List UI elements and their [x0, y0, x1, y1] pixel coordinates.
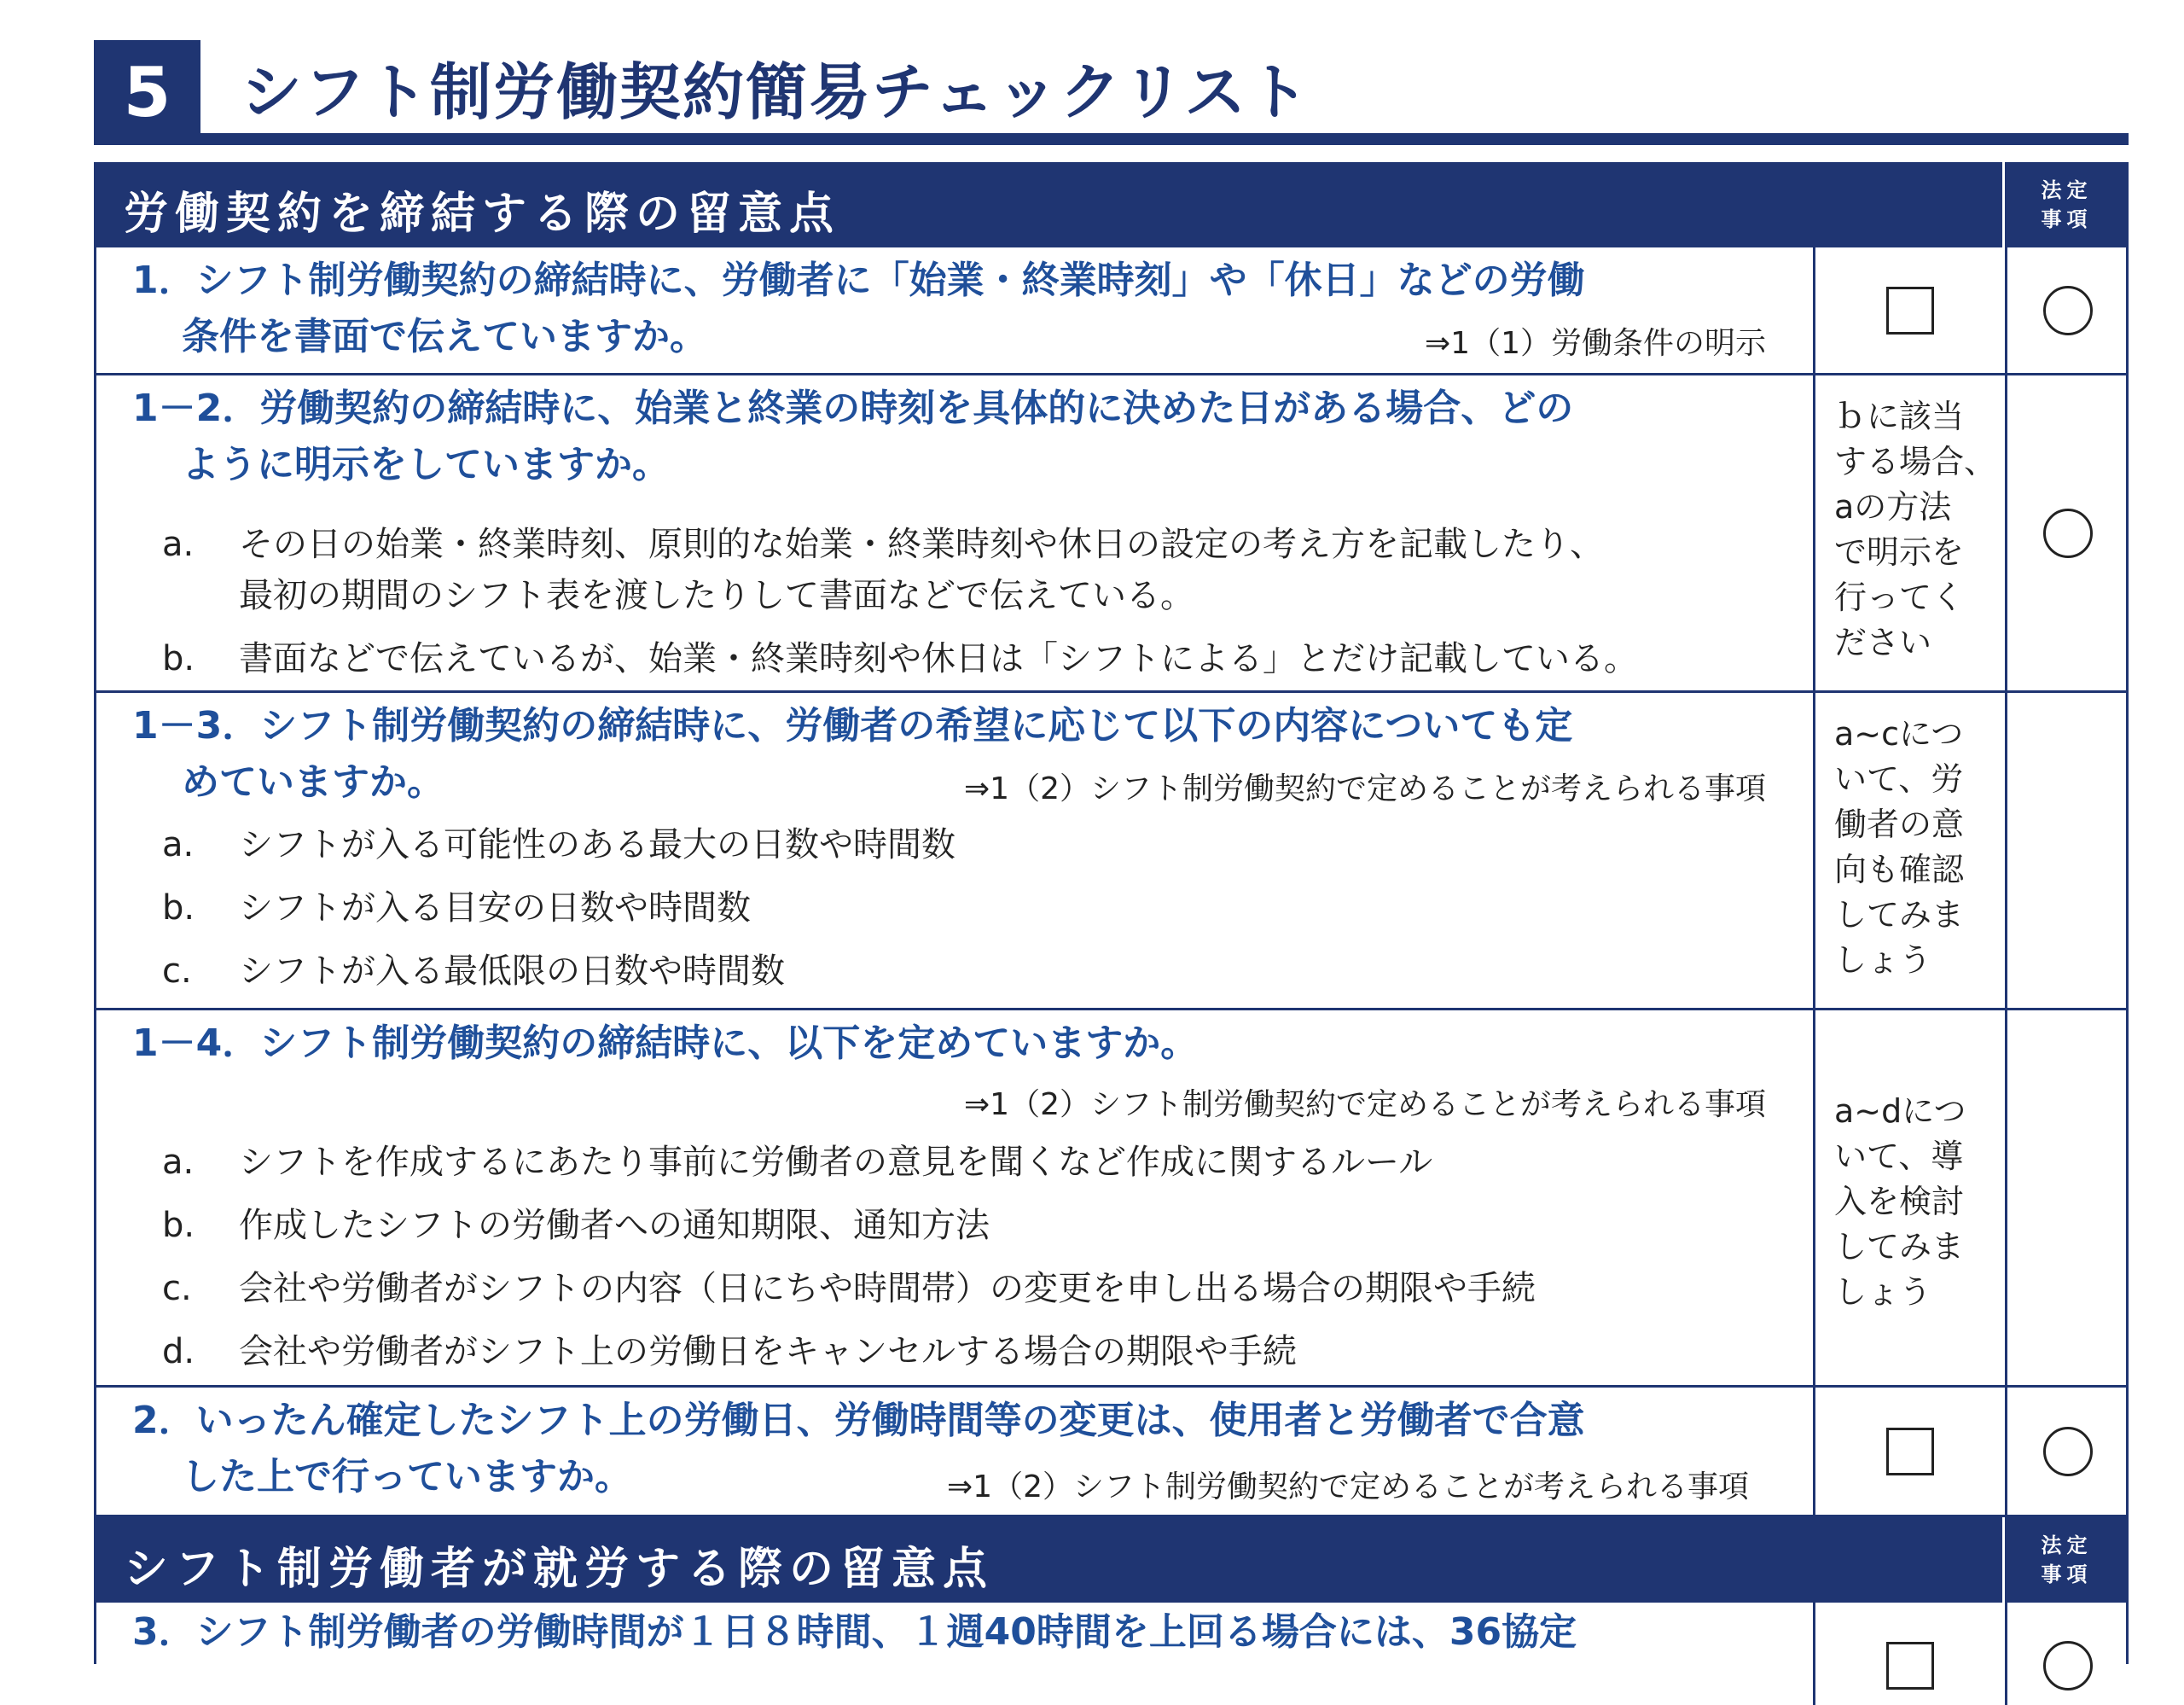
legal-cell: [2005, 1010, 2129, 1385]
option-text: 会社や労働者がシフト上の労働日をキャンセルする場合の期限や手続: [239, 1332, 1297, 1371]
question-line-1: 1－3．シフト制労働契約の締結時に、労働者の希望に応じて以下の内容についても定: [132, 704, 1573, 748]
question-cell: [94, 1603, 1813, 1705]
question-text: [132, 253, 1585, 365]
title-underline: [94, 133, 2129, 145]
option-c: [162, 1263, 1536, 1314]
note-cell: [1813, 1010, 2005, 1385]
option-d: [162, 1326, 1297, 1377]
question-line-2: 条件を書面で伝えていますか。: [182, 315, 707, 358]
option-label: b.: [162, 1206, 195, 1245]
question-text: [132, 1604, 1577, 1661]
legal-mark-circle: [2043, 1427, 2093, 1476]
option-text: シフトが入る最低限の日数や時間数: [239, 951, 785, 991]
section-header-1: [94, 162, 2129, 247]
question-line-1: 2．いったん確定したシフト上の労働日、労働時間等の変更は、使用者と労働者で合意: [132, 1399, 1585, 1442]
option-b: [162, 1200, 990, 1251]
section-number-badge: 5: [94, 40, 200, 145]
option-label: c.: [162, 1269, 192, 1308]
legal-cell: [2005, 247, 2129, 373]
checkbox[interactable]: [1886, 1642, 1934, 1690]
legal-label-bottom: 事項: [2041, 1562, 2093, 1586]
option-label: c.: [162, 951, 192, 991]
checkbox[interactable]: [1886, 287, 1934, 335]
question-line-1: 1－4．シフト制労働契約の締結時に、以下を定めていますか。: [132, 1021, 1199, 1065]
option-text: シフトを作成するにあたり事前に労働者の意見を聞くなど作成に関するルール: [239, 1143, 1433, 1182]
note-cell: [1813, 375, 2005, 690]
legal-mark-circle: [2043, 286, 2093, 335]
legal-cell: [2005, 375, 2129, 690]
option-text-line-1: その日の始業・終業時刻、原則的な始業・終業時刻や休日の設定の考え方を記載したり、: [239, 525, 1604, 564]
legal-mark-circle: [2043, 509, 2093, 558]
option-label: a.: [162, 525, 195, 564]
question-text: [132, 1015, 1198, 1072]
option-text: シフトが入る可能性のある最大の日数や時間数: [239, 825, 956, 864]
legal-mark-circle: [2043, 1641, 2093, 1690]
option-text: 作成したシフトの労働者への通知期限、通知方法: [239, 1206, 990, 1245]
option-a: [162, 1137, 1432, 1188]
option-a: [162, 519, 1604, 621]
question-cell: [94, 1388, 1813, 1515]
question-line-1: 1－2．労働契約の締結時に、始業と終業の時刻を具体的に決めた日がある場合、どの: [132, 387, 1574, 430]
note-text: ｂに該当 する場合、 aの方法 で明示を 行ってく ださい: [1834, 398, 1997, 661]
note-cell: [1813, 693, 2005, 1008]
question-text: [132, 381, 1573, 493]
checklist-row-q1-3: [94, 693, 2129, 1010]
legal-cell: [2005, 1388, 2129, 1515]
option-label: a.: [162, 1143, 195, 1182]
note-text: a~cにつ いて、労 働者の意 向も確認 してみま しょう: [1834, 715, 1965, 979]
checklist-row-q1-2: [94, 375, 2129, 693]
option-label: b.: [162, 639, 195, 678]
section-title-1: 労働契約を締結する際の留意点: [124, 189, 841, 240]
legal-matters-label-2: [2002, 1517, 2129, 1603]
checklist-row-q2: [94, 1388, 2129, 1517]
question-line-1: 1．シフト制労働契約の締結時に、労働者に「始業・終業時刻」や「休日」などの労働: [132, 259, 1585, 302]
checkbox[interactable]: [1886, 1428, 1934, 1475]
question-cell: [94, 375, 1813, 690]
option-text-line-2: 最初の期間のシフト表を渡したりして書面などで伝えている。: [239, 576, 1194, 615]
option-c: [162, 946, 785, 997]
reference-link: ⇒1（2）シフト制労働契約で定めることが考えられる事項: [947, 1469, 1749, 1504]
section-header-2: [94, 1517, 2129, 1603]
check-cell: [1813, 1603, 2005, 1705]
checklist-row-q1: [94, 247, 2129, 375]
question-line-2: ように明示をしていますか。: [182, 443, 670, 486]
checklist-row-q3: [94, 1603, 2129, 1705]
option-text: シフトが入る目安の日数や時間数: [239, 888, 751, 928]
section-title-2: シフト制労働者が就労する際の留意点: [124, 1544, 995, 1595]
legal-label-top: 法定: [2041, 1533, 2093, 1557]
option-label: b.: [162, 888, 195, 928]
option-text: 会社や労働者がシフトの内容（日にちや時間帯）の変更を申し出る場合の期限や手続: [239, 1269, 1536, 1308]
option-label: d.: [162, 1332, 195, 1371]
question-line-2: した上で行っていますか。: [182, 1455, 632, 1498]
note-text: a~dにつ いて、導 入を検討 してみま しょう: [1834, 1092, 1966, 1311]
reference-link: ⇒1（2）シフト制労働契約で定めることが考えられる事項: [964, 1087, 1766, 1122]
check-cell: [1813, 247, 2005, 373]
option-b: [162, 882, 751, 934]
question-line-1: 3．シフト制労働者の労働時間が１日８時間、１週40時間を上回る場合には、36協定: [132, 1610, 1577, 1654]
reference-link: ⇒1（2）シフト制労働契約で定めることが考えられる事項: [964, 771, 1766, 806]
legal-label-bottom: 事項: [2041, 207, 2093, 231]
question-cell: [94, 693, 1813, 1008]
question-cell: [94, 1010, 1813, 1385]
legal-label-top: 法定: [2041, 178, 2093, 202]
option-a: [162, 819, 956, 870]
legal-matters-label-1: [2002, 162, 2129, 247]
option-b: [162, 633, 1638, 684]
page-title: シフト制労働契約簡易チェックリスト: [241, 56, 1311, 128]
option-text: 書面などで伝えているが、始業・終業時刻や休日は「シフトによる」とだけ記載している。: [239, 639, 1638, 678]
legal-cell: [2005, 693, 2129, 1008]
question-cell: [94, 247, 1813, 373]
question-line-2: めていますか。: [182, 760, 444, 804]
option-label: a.: [162, 825, 195, 864]
legal-cell: [2005, 1603, 2129, 1705]
checklist-row-q1-4: [94, 1010, 2129, 1388]
reference-link: ⇒1（1）労働条件の明示: [1425, 326, 1766, 361]
check-cell: [1813, 1388, 2005, 1515]
